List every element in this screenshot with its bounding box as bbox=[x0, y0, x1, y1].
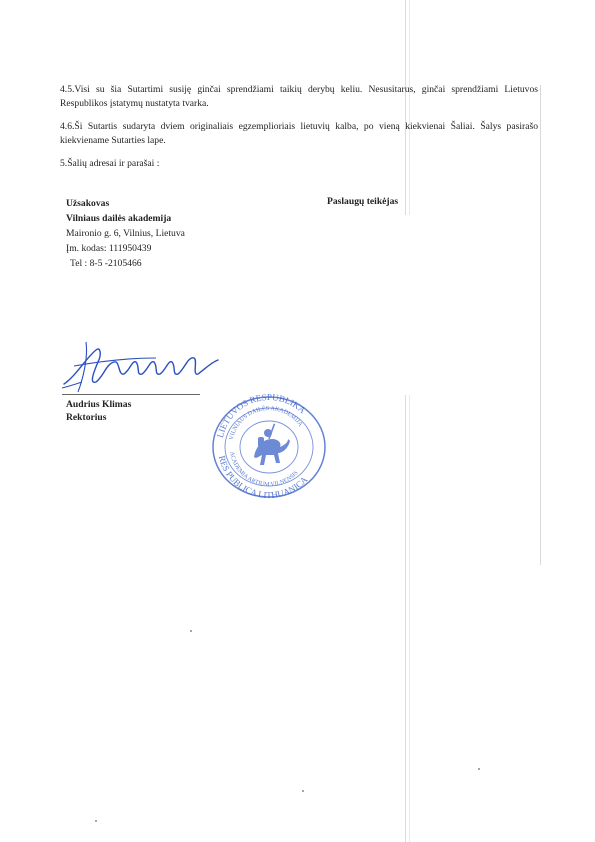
clause-4-5: 4.5.Visi su šia Sutartimi susiję ginčai sprendžiami taikių derybų keliu. Nesusitarus, ginčai sprendžiami Lietuvos Respublikos įstatymų nustatyta tvarka. bbox=[60, 84, 538, 109]
client-block bbox=[66, 196, 185, 271]
scan-speck bbox=[95, 820, 97, 822]
clause-5: 5.Šalių adresai ir parašai : bbox=[60, 158, 160, 169]
client-phone: Tel : 8-5 -2105466 bbox=[70, 258, 142, 269]
signature-line bbox=[62, 394, 200, 395]
scan-speck bbox=[478, 768, 480, 770]
signer-name: Audrius Klimas bbox=[66, 399, 132, 410]
clause-4-6: 4.6.Ši Sutartis sudaryta dviem originaliais egzemplioriais lietuvių kalba, po vieną kiekvienai Šaliai. Šalys pasirašo kiekviename Sutarties lape. bbox=[60, 121, 538, 146]
scan-edge-line bbox=[540, 85, 541, 565]
scan-speck bbox=[190, 630, 192, 632]
scan-speck bbox=[302, 790, 304, 792]
official-seal-stamp bbox=[208, 393, 330, 499]
svg-text:LIETUVOS RESPUBLIKA: LIETUVOS RESPUBLIKA bbox=[214, 393, 308, 439]
client-role: Užsakovas bbox=[66, 198, 110, 209]
client-name: Vilniaus dailės akademija bbox=[66, 213, 172, 224]
signer-block bbox=[66, 398, 131, 424]
signature-image bbox=[56, 336, 226, 396]
client-company-code: Įm. kodas: 111950439 bbox=[66, 243, 152, 254]
client-address: Maironio g. 6, Vilnius, Lietuva bbox=[66, 228, 185, 239]
provider-role: Paslaugų teikėjas bbox=[327, 196, 399, 207]
signer-title: Rektorius bbox=[66, 412, 107, 423]
svg-text:VILNIAUS DAILĖS AKADEMIJA: VILNIAUS DAILĖS AKADEMIJA bbox=[228, 405, 304, 441]
redacted-area bbox=[300, 215, 520, 395]
svg-text:RES PUBLICA LITHUANICA: RES PUBLICA LITHUANICA bbox=[216, 454, 310, 499]
svg-text:ACADEMIA ARTIUM VILNENSIS: ACADEMIA ARTIUM VILNENSIS bbox=[228, 451, 300, 489]
